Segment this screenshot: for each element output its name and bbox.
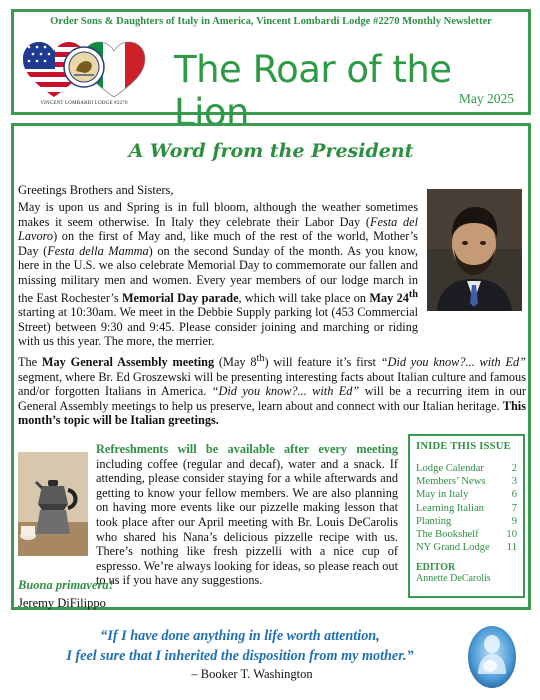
toc-item: The Bookshelf 10 bbox=[416, 529, 517, 541]
signer-name: Jeremy DiFilippo bbox=[18, 596, 106, 610]
heart-flags-icon bbox=[21, 39, 147, 101]
mothers-day-quote bbox=[40, 626, 440, 666]
newsletter-title: The Roar of the Lion bbox=[174, 48, 452, 134]
lodge-logo bbox=[21, 39, 147, 111]
paragraph-1: May is upon us and Spring is in full bloom, although the weather sometimes makes it seem otherwise. In Italy they celebrate their Labor Day (Festa del Lavoro) on the first of May and, like much of the rest of the world, Mother’s Day (Festa della Mamma) on the second Sunday of the month. As you know, here in the U.S. we also celebrate Memorial Day to commemorate our fallen and missing military men and women. Every year members of our lodge march in the East Rochester’s Memorial Day parade, which will take place on May 24th starting at 10:30am. We meet in the Debbie Supply parking lot (453 Commercial Street) between 9:30 and 9:45. Please consider joining and marching or riding with us this year. The more, the merrier. bbox=[18, 200, 419, 349]
article-title: A Word from the President bbox=[128, 140, 414, 162]
logo-caption: VINCENT LOMBARDI LODGE #2270 bbox=[40, 101, 128, 106]
article-panel bbox=[11, 123, 531, 610]
issue-date: May 2025 bbox=[458, 91, 514, 106]
inside-heading: INIDE THIS ISSUE bbox=[416, 441, 511, 452]
toc-list bbox=[416, 462, 517, 554]
editor-name: Annette DeCarolis bbox=[416, 573, 491, 585]
quote-line-1: “If I have done anything in life worth attention, bbox=[100, 628, 380, 644]
mother-child-emblem-icon bbox=[466, 624, 518, 690]
toc-item: Planting 9 bbox=[416, 515, 517, 527]
paragraph-2: The May General Assembly meeting (May 8th) will feature it’s first “Did you know?... with Ed” segment, where Br. Ed Groszewski will be presenting interesting facts about Italian culture and famous and/or forgotten Italians in America. “Did you know?... with Ed” will be a recurring item in our General Assembly meetings to help us preserve, learn about and connect with our Italian heritage. This month’s topic will be Italian greetings. bbox=[18, 353, 526, 428]
moka-pot-image bbox=[18, 452, 88, 556]
paragraph-3: Refreshments will be available after every meeting including coffee (regular and decaf), water and a snack. If attending, please consider staying for a while afterwards and getting to know your fellow members. We are also planning on having more events like our pizzelle making lesson that took place after our April meeting with Br. Louis DeCarolis who shared his Nana’s delicious pizzelle recipe with us. There’s nothing like fresh pizzelli with a nice cup of espresso. We’re always looking for ideas, so please reach out to us if you have any suggestions. bbox=[96, 442, 398, 588]
masthead bbox=[11, 9, 531, 134]
toc-item: May in Italy 6 bbox=[416, 489, 517, 501]
quote-line-2: I feel sure that I inherited the disposition from my mother.” bbox=[66, 648, 414, 664]
toc-item: Members’ News 3 bbox=[416, 476, 517, 488]
editor-label: EDITOR bbox=[416, 562, 456, 574]
quote-author: – Booker T. Washington bbox=[191, 667, 313, 681]
greeting: Greetings Brothers and Sisters, bbox=[18, 183, 174, 197]
coffee-photo bbox=[18, 452, 88, 556]
signoff: Buona primavera! bbox=[18, 578, 114, 592]
portrait-image bbox=[427, 189, 522, 311]
toc-item: Learning Italian 7 bbox=[416, 502, 517, 514]
president-photo bbox=[427, 189, 522, 311]
toc-item: Lodge Calendar 2 bbox=[416, 463, 517, 474]
toc-item: NY Grand Lodge 11 bbox=[416, 542, 517, 554]
inside-this-issue-box bbox=[408, 434, 525, 598]
org-line: Order Sons & Daughters of Italy in America, Vincent Lombardi Lodge #2270 Monthly Newsletter bbox=[50, 16, 492, 27]
